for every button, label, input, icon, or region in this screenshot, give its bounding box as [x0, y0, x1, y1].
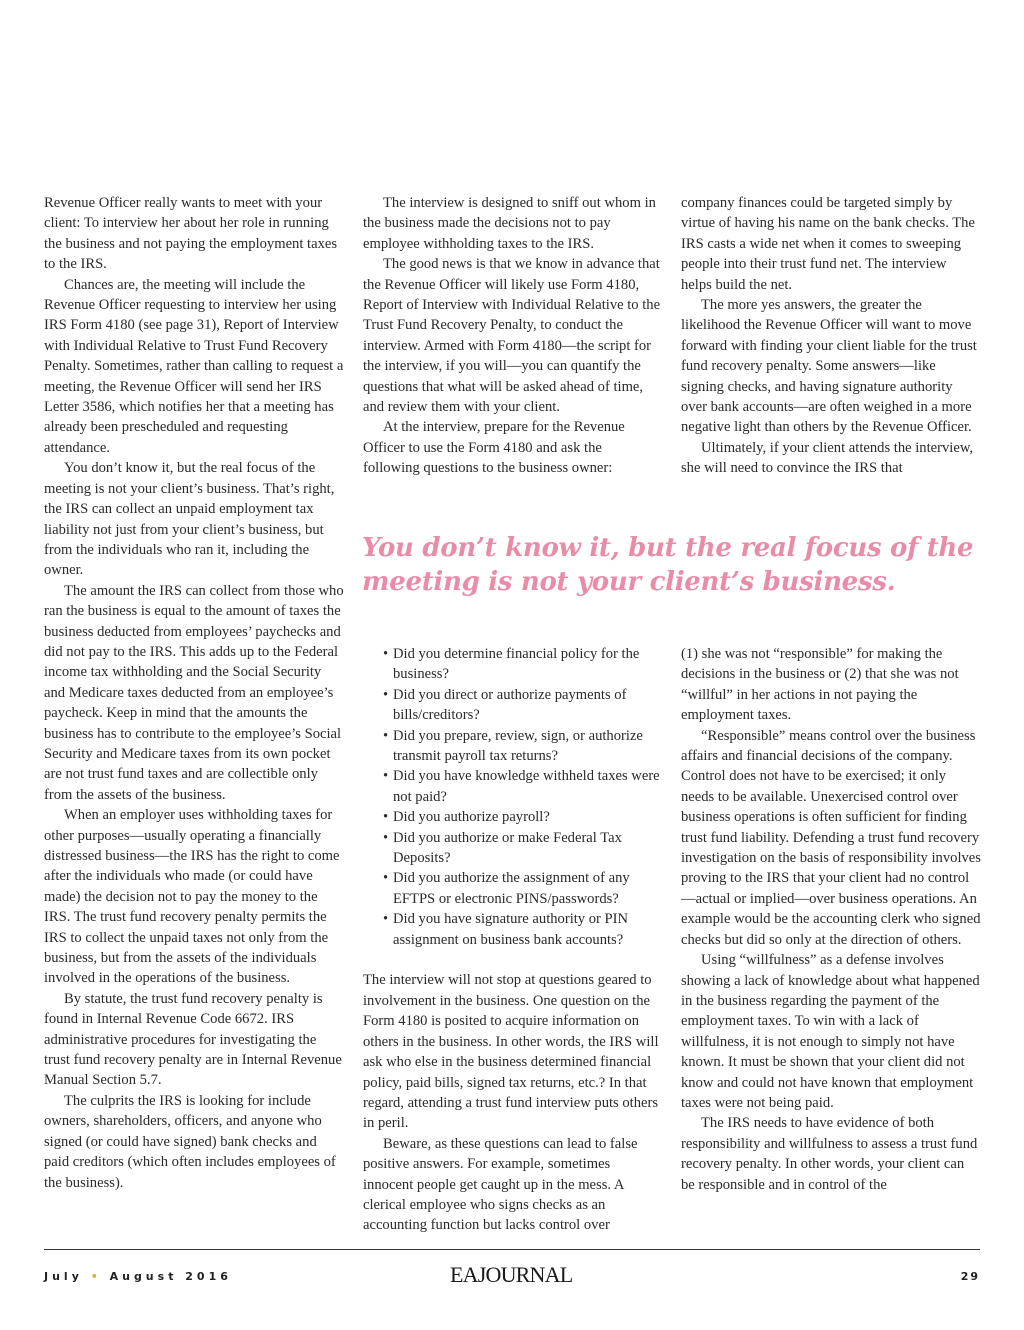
paragraph: (1) she was not “responsible” for making the decisions in the business or (2) that she was not “willful” in her actions in not paying the employment taxes.: [681, 646, 959, 724]
list-item: • Did you authorize or make Federal Tax Deposits?: [383, 829, 622, 867]
footer-divider: [44, 1249, 980, 1250]
separator-dot: •: [90, 1270, 102, 1283]
paragraph: The more yes answers, the greater the likelihood the Revenue Officer will want to move forward with finding your client liable for the trust fund recovery penalty. Some answers—like signing checks, and having signature authority over bank accounts—are often weighed in a more negative light than others by the Revenue Officer.: [681, 297, 977, 436]
list-item: • Did you authorize the assignment of any EFTPS or electronic PINS/passwords?: [383, 870, 630, 907]
list-item: • Did you direct or authorize payments of bills/creditors?: [383, 686, 627, 724]
paragraph: When an employer uses withholding taxes for other purposes—usually operating a financially distressed business—the IRS has the right to come after the individuals who made (or could have made) the decision not to pay the money to the IRS. The trust fund recovery penalty permits the IRS to collect the unpaid taxes not only from the business, but from the assets of the individuals involved in the operations of the business.: [44, 807, 340, 987]
paragraph: Chances are, the meeting will include the Revenue Officer requesting to interview her using IRS Form 4180 (see page 31), Report of Interview with Individual Relative to Trust Fund Recovery Penalty. Sometimes, rather than calling to request a meeting, the Revenue Officer will send her IRS Letter 3586, which notifies her that a meeting has already been prescheduled and requesting attendance.: [44, 276, 344, 456]
paragraph: The good news is that we know in advance that the Revenue Officer will likely use Form 4180, Report of Interview with Individual Relative to the Trust Fund Recovery Penalty, to conduct the interview. Armed with Form 4180—the script for the interview, if you will—you can quantify the questions that what will be asked ahead of time, and review them with your client.: [363, 256, 661, 416]
page-number: 29: [960, 1270, 980, 1283]
paragraph: Using “willfulness” as a defense involves showing a lack of knowledge about what happened in the business regarding the payment of the employment taxes. To win with a lack of willfulness, it is not enough to simply not have known. It must be shown that your client did not know and could not have known that employment taxes were not being paid.: [681, 952, 980, 1111]
publication-logo: EAJOURNAL: [450, 1262, 573, 1287]
article-column-2-top: [363, 193, 661, 479]
paragraph: Revenue Officer really wants to meet with your client: To interview her about her role in running the business and not paying the employment taxes to the IRS.: [44, 195, 338, 273]
bullet-icon: •: [383, 727, 389, 744]
bullet-icon: •: [383, 809, 389, 826]
bullet-icon: •: [383, 646, 389, 662]
bullet-icon: •: [383, 768, 389, 785]
list-item: • Did you have knowledge withheld taxes were not paid?: [383, 768, 660, 805]
interview-questions-list: [363, 644, 661, 950]
list-item: • Did you determine financial policy for the business?: [383, 646, 640, 683]
paragraph: The interview is designed to sniff out whom in the business made the decisions not to pay employee withholding taxes to the IRS.: [363, 195, 656, 252]
paragraph: The amount the IRS can collect from those who ran the business is equal to the amount of taxes the business deducted from employees’ paychecks and did not pay to the IRS. This adds up to the Federal income tax withholding and the Social Security and Medicare taxes deducted from an employee’s paycheck. Keep in mind that the amounts the business has to contribute to the employee’s Social Security and Medicare taxes from its own pocket are not trust fund taxes and are collectible only from the assets of the business.: [44, 582, 344, 803]
paragraph: By statute, the trust fund recovery penalty is found in Internal Revenue Code 6672. IRS administrative procedures for investigating the trust fund recovery penalty are in Internal Revenue Manual Section 5.7.: [44, 990, 342, 1089]
list-item: • Did you prepare, review, sign, or authorize transmit payroll tax returns?: [383, 727, 643, 765]
article-column-3-top: [681, 193, 981, 479]
paragraph: Beware, as these questions can lead to false positive answers. For example, sometimes innocent people get caught up in the mess. A clerical employee who signs checks as an accounting function but lacks control over: [363, 1135, 638, 1234]
issue-date: July • August 2016: [44, 1270, 232, 1283]
pull-quote: You don’t know it, but the real focus of the meeting is not your client’s business.: [362, 533, 974, 597]
paragraph: You don’t know it, but the real focus of the meeting is not your client’s business. That’s right, the IRS can collect an unpaid employment tax liability not just from your client’s business, but from the individuals who ran it, including the owner.: [44, 460, 335, 579]
paragraph: Ultimately, if your client attends the interview, she will need to convince the IRS that: [681, 439, 974, 477]
paragraph: “Responsible” means control over the business affairs and financial decisions of the company. Control does not have to be exercised; it only needs to be available. Unexercised control over business operations is often sufficient for finding trust fund liability. Defending a trust fund recovery investigation on the basis of responsibility involves proving to the IRS that your client had no control—actual or implied—over business operations. An example would be the accounting clerk who signed checks but did so only at the direction of others.: [681, 727, 981, 948]
bullet-icon: •: [383, 870, 389, 887]
bullet-icon: •: [383, 829, 389, 846]
paragraph: The interview will not stop at questions geared to involvement in the business. One question on the Form 4180 is posited to acquire information on others in the business. In other words, the IRS will ask who else in the business determined financial policy, paid bills, signed tax returns, etc.? In that regard, attending a trust fund interview puts others in peril.: [363, 972, 659, 1132]
article-column-1: [44, 193, 344, 1193]
article-column-2-bottom: [363, 644, 661, 1236]
bullet-icon: •: [383, 911, 389, 928]
bullet-icon: •: [383, 686, 389, 703]
paragraph: The IRS needs to have evidence of both responsibility and willfulness to assess a trust fund recovery penalty. In other words, your client can be responsible and in control of the: [681, 1115, 978, 1193]
article-column-3-bottom: [681, 644, 981, 1195]
list-item: • Did you authorize payroll?: [363, 807, 661, 827]
paragraph: company finances could be targeted simply by virtue of having his name on the bank checks. The IRS casts a wide net when it comes to sweeping people into their trust fund net. The interview helps build the net.: [681, 195, 975, 293]
paragraph: At the interview, prepare for the Revenue Officer to use the Form 4180 and ask the following questions to the business owner:: [363, 419, 625, 477]
list-item: • Did you have signature authority or PIN assignment on business bank accounts?: [383, 911, 629, 948]
paragraph: The culprits the IRS is looking for include owners, shareholders, officers, and anyone who signed (or could have signed) bank checks and paid creditors (which often includes employees of the business).: [44, 1092, 336, 1191]
